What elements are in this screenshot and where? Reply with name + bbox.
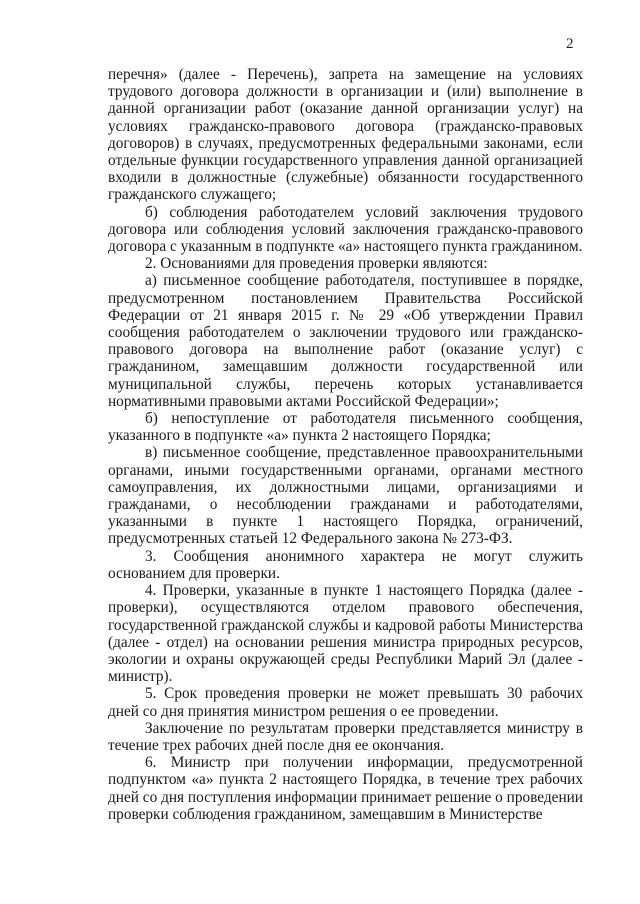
paragraph-intro-continuation: перечня» (далее - Перечень), запрета на замещение на условиях трудового договора должности в организации и (или) выполнение в данной организации работ (оказание данной организации услуг) на условиях гражданско-правового договора (гражданско-правовых договоров) в случаях, предусмотренных федеральными законами, если отдельные функции государственного управления данной организацией входили в должностные (служебные) обязанности государственного гражданского служащего; — [108, 66, 583, 204]
paragraph-1b: б) соблюдения работодателем условий заключения трудового договора или соблюдения условий заключения гражданско-правового договора с указанным в подпункте «а» настоящего пункта гражданином. — [108, 203, 583, 256]
document-body — [108, 66, 583, 823]
paragraph-4: 4. Проверки, указанные в пункте 1 настоящего Порядка (далее - проверки), осуществляются отделом правового обеспечения, государственной гражданской службы и кадровой работы Министерства (далее - отдел) на основании решения министра природных ресурсов, экологии и охраны окружающей среды Республики Марий Эл (далее - министр). — [108, 582, 583, 686]
paragraph-2-heading: 2. Основаниями для проведения проверки являются: — [145, 255, 488, 273]
paragraph-2v: в) письменное сообщение, представленное правоохранительными органами, иными государственными органами, органами местного самоуправления, их должностными лицами, организациями и гражданами, о несоблюдении гражданами и работодателями, указанными в пункте 1 настоящего Порядка, ограничений, предусмотренных статьей 12 Федерального закона № 273-ФЗ. — [108, 444, 583, 548]
paragraph-3: 3. Сообщения анонимного характера не могут служить основанием для проверки. — [108, 547, 583, 582]
paragraph-5: 5. Срок проведения проверки не может превышать 30 рабочих дней со дня принятия министром решения о ее проведении. — [108, 685, 583, 720]
paragraph-6: 6. Министр при получении информации, предусмотренной подпунктом «а» пункта 2 настоящего Порядка, в течение трех рабочих дней со дня поступления информации принимает решение о проведении проверки соблюдения гражданином, замещавшим в Министерстве — [108, 754, 583, 823]
paragraph-2a: а) письменное сообщение работодателя, поступившее в порядке, предусмотренном постановлением Правительства Российской Федерации от 21 января 2015 г. № 29 «Об утверждении Правил сообщения работодателем о заключении трудового или гражданско-правового договора на выполнение работ (оказание услуг) с гражданином, замещавшим должности государственной или муниципальной службы, перечень которых устанавливается нормативными правовыми актами Российской Федерации»; — [108, 272, 583, 410]
paragraph-5-conclusion: Заключение по результатам проверки представляется министру в течение трех рабочих дней после дня ее окончания. — [108, 719, 583, 754]
paragraph-2b: б) непоступление от работодателя письменного сообщения, указанного в подпункте «а» пункта 2 настоящего Порядка; — [108, 410, 583, 445]
page-number: 2 — [566, 36, 574, 52]
